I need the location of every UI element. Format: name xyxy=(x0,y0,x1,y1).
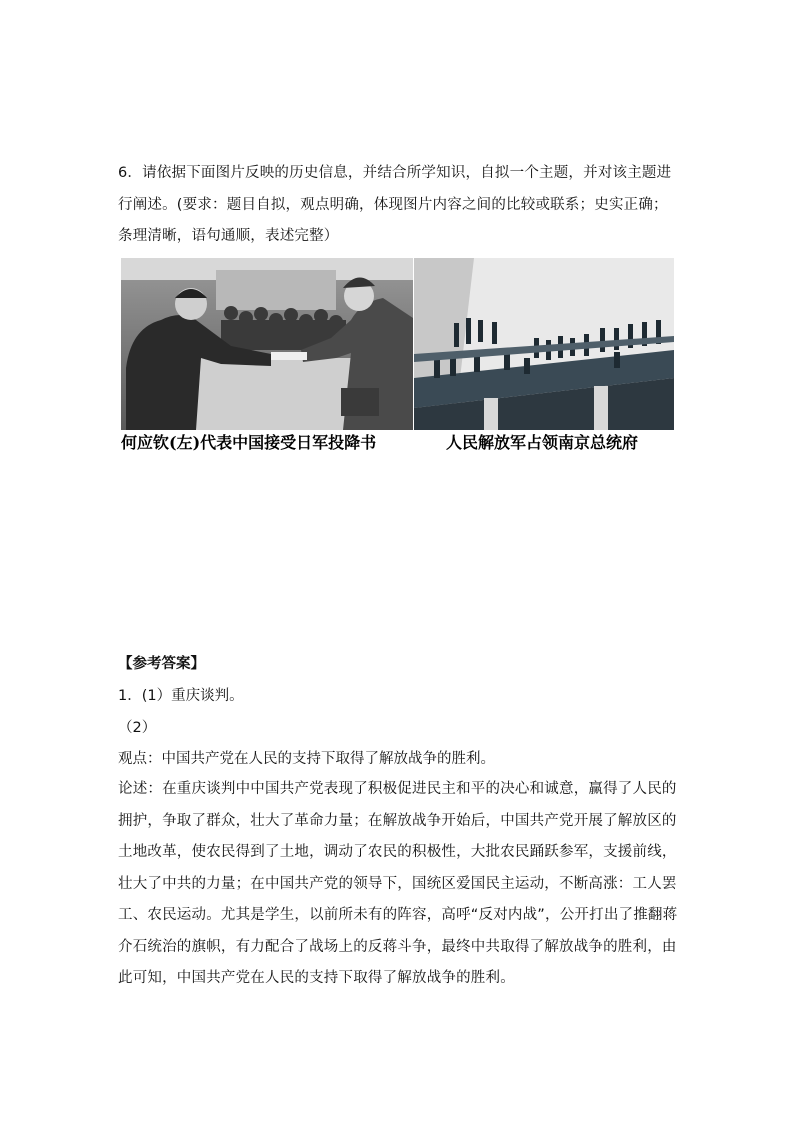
right-photo-caption: 人民解放军占领南京总统府 xyxy=(446,433,639,452)
surrender-photo xyxy=(121,258,413,430)
presidential-palace-photo xyxy=(414,258,674,430)
question-text: 6．请依据下面图片反映的历史信息，并结合所学知识，自拟一个主题，并对该主题进行阐述。(要求：题目自拟，观点明确，体现图片内容之间的比较或联系；史实正确；条理清晰，语句通顺，表述完整） xyxy=(118,165,672,244)
answer-argument: 论述：在重庆谈判中中国共产党表现了积极促进民主和平的决心和诚意，赢得了人民的拥护，争取了群众，壮大了革命力量；在解放战争开始后，中国共产党开展了解放区的土地改革，使农民得到了土地，调动了农民的积极性，大批农民踊跃参军，支援前线，壮大了中共的力量；在中国共产党的领导下，国统区爱国民主运动，不断高涨：工人罢工、农民运动。尤其是学生，以前所未有的阵容，高呼“反对内战”，公开打出了推翻蒋介石统治的旗帜，有力配合了战场上的反蒋斗争，最终中共取得了解放战争的胜利，由此可知，中国共产党在人民的支持下取得了解放战争的胜利。 xyxy=(118,781,678,986)
answer-heading: 【参考答案】 xyxy=(118,656,205,672)
answer-viewpoint: 观点：中国共产党在人民的支持下取得了解放战争的胜利。 xyxy=(118,751,495,767)
answer-q1-part2-label: （2） xyxy=(118,720,157,736)
answer-q1-part1: 1．(1）重庆谈判。 xyxy=(118,688,244,704)
left-photo-caption: 何应钦(左)代表中国接受日军投降书 xyxy=(121,433,377,452)
